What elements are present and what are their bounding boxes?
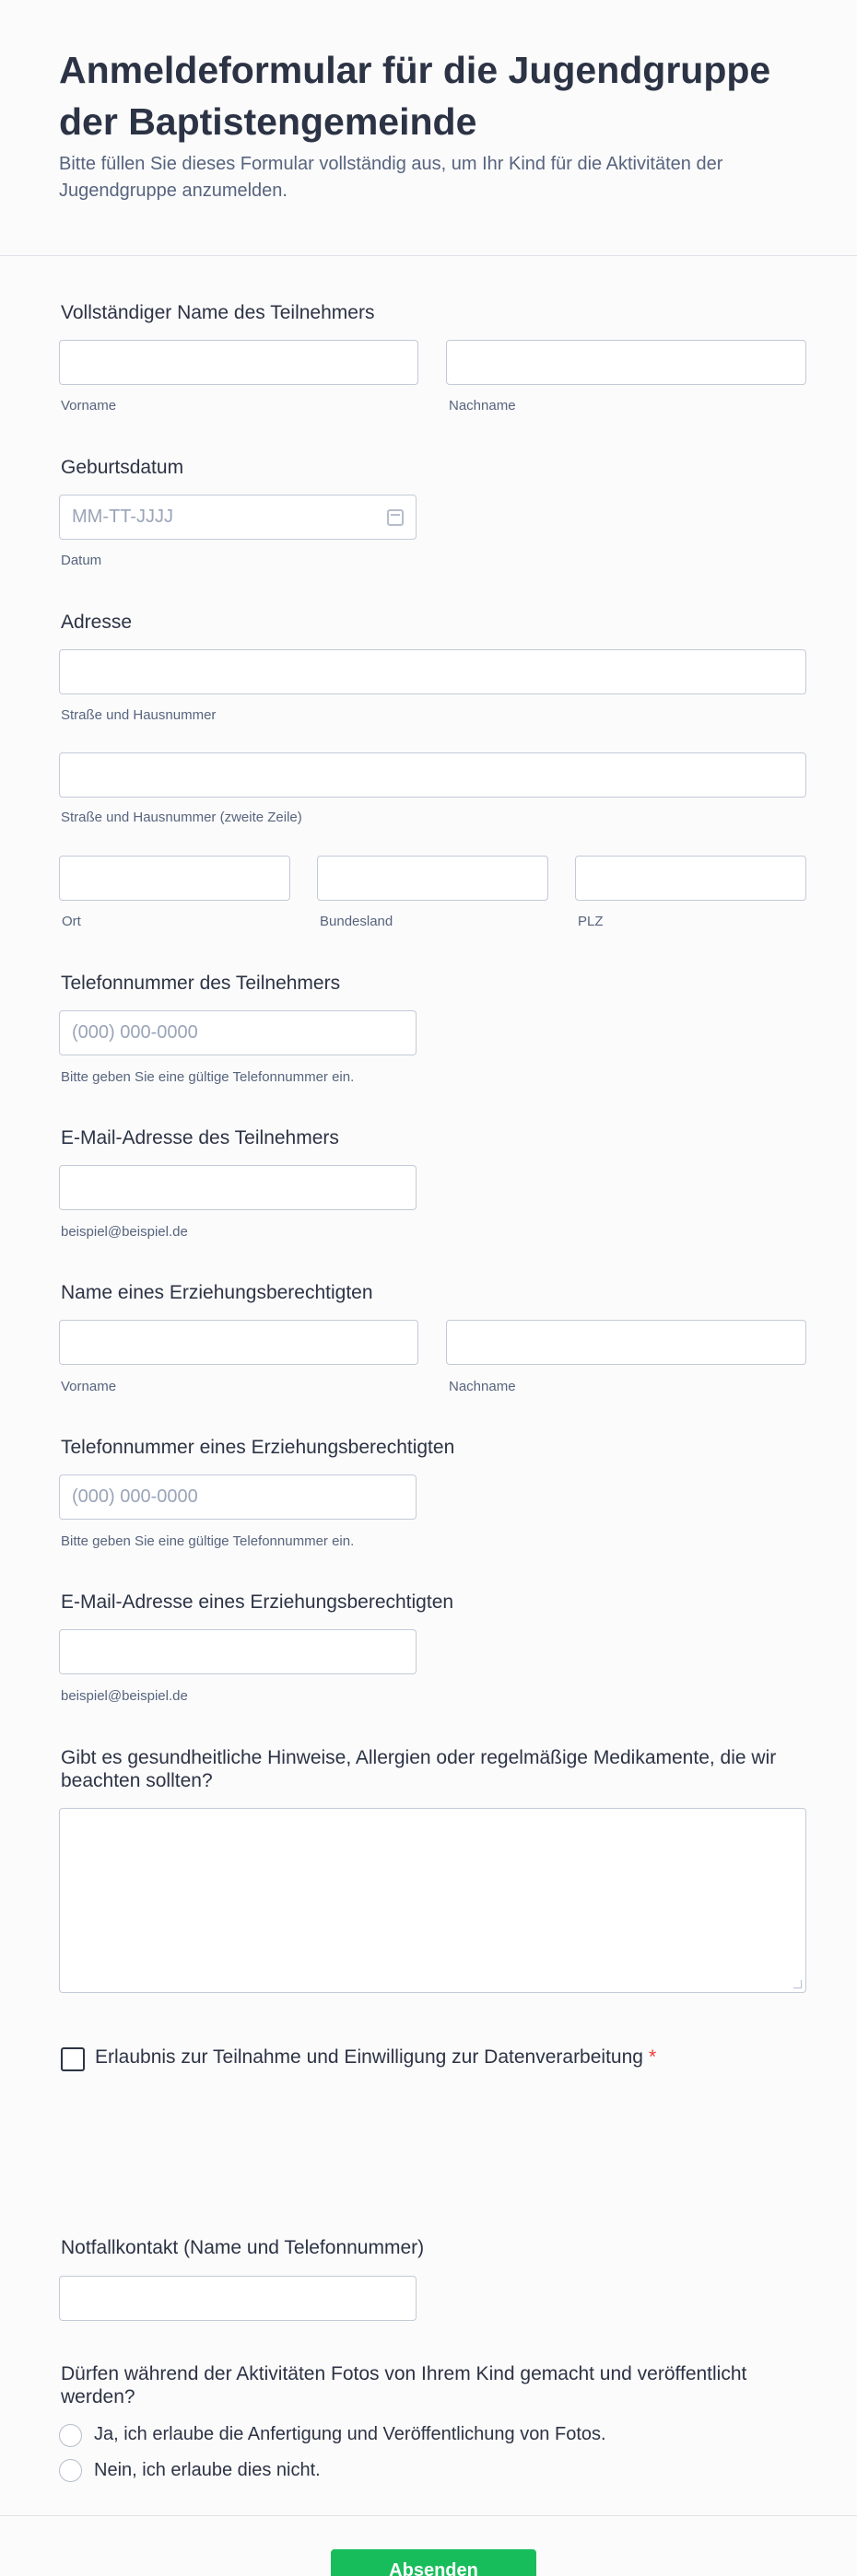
form-subtitle: Bitte füllen Sie dieses Formular vollständig aus, um Ihr Kind für die Aktivitäten der Jugendgruppe anzumelden.	[59, 154, 723, 201]
guardian-phone-hint: Bitte geben Sie eine gültige Telefonnummer ein.	[61, 1533, 355, 1549]
state-input[interactable]	[317, 856, 548, 901]
guardian-email-hint: beispiel@beispiel.de	[61, 1688, 188, 1704]
guardian-phone-placeholder: (000) 000-0000	[72, 1486, 198, 1507]
calendar-icon[interactable]	[387, 509, 404, 526]
guardian-first-name-input[interactable]	[59, 1320, 418, 1365]
photos-no-radio[interactable]	[59, 2459, 82, 2482]
street-sublabel: Straße und Hausnummer	[61, 707, 217, 723]
health-notes-textarea[interactable]	[59, 1808, 806, 1993]
photos-no-label[interactable]: Nein, ich erlaube dies nicht.	[94, 2460, 321, 2480]
consent-label[interactable]	[95, 2046, 656, 2069]
zip-input[interactable]	[575, 856, 806, 901]
photos-yes-radio[interactable]	[59, 2424, 82, 2447]
participant-email-input[interactable]	[59, 1165, 417, 1210]
photos-label: Dürfen während der Aktivitäten Fotos von Ihrem Kind gemacht und veröffentlicht werden?	[61, 2363, 747, 2407]
street2-input[interactable]	[59, 752, 806, 798]
guardian-email-label: E-Mail-Adresse eines Erziehungsberechtigten	[61, 1591, 454, 1613]
guardian-phone-label: Telefonnummer eines Erziehungsberechtigten	[61, 1437, 455, 1458]
participant-first-name-input[interactable]	[59, 340, 418, 385]
guardian-email-input[interactable]	[59, 1629, 417, 1674]
state-sublabel: Bundesland	[320, 914, 393, 929]
guardian-last-name-input[interactable]	[446, 1320, 806, 1365]
guardian-last-name-sublabel: Nachname	[449, 1379, 516, 1394]
street-input[interactable]	[59, 649, 806, 694]
consent-checkbox[interactable]	[61, 2047, 85, 2071]
photos-yes-label[interactable]: Ja, ich erlaube die Anfertigung und Veröffentlichung von Fotos.	[94, 2424, 606, 2444]
consent-label-text: Erlaubnis zur Teilnahme und Einwilligung zur Datenverarbeitung	[95, 2046, 643, 2068]
participant-email-label: E-Mail-Adresse des Teilnehmers	[61, 1127, 339, 1148]
participant-first-name-sublabel: Vorname	[61, 398, 117, 414]
form-header	[0, 0, 857, 256]
participant-name-label: Vollständiger Name des Teilnehmers	[61, 302, 375, 323]
participant-last-name-input[interactable]	[446, 340, 806, 385]
health-notes-label: Gibt es gesundheitliche Hinweise, Allergien oder regelmäßige Medikamente, die wir beachten sollten?	[61, 1747, 777, 1791]
zip-sublabel: PLZ	[578, 914, 604, 929]
participant-last-name-sublabel: Nachname	[449, 398, 516, 414]
required-mark: *	[648, 2046, 657, 2068]
birthdate-placeholder: MM-TT-JJJJ	[72, 507, 173, 527]
participant-email-hint: beispiel@beispiel.de	[61, 1224, 188, 1240]
resize-handle-icon[interactable]	[793, 1980, 802, 1988]
address-label: Adresse	[61, 612, 133, 633]
birthdate-sublabel: Datum	[61, 553, 102, 568]
street2-sublabel: Straße und Hausnummer (zweite Zeile)	[61, 810, 302, 825]
city-sublabel: Ort	[62, 914, 81, 929]
form-title: Anmeldeformular für die Jugendgruppe der Baptistengemeinde	[59, 49, 771, 143]
footer-divider	[0, 2515, 857, 2516]
participant-phone-hint: Bitte geben Sie eine gültige Telefonnummer ein.	[61, 1069, 355, 1085]
guardian-name-label: Name eines Erziehungsberechtigten	[61, 1282, 373, 1303]
participant-phone-input[interactable]	[59, 1010, 417, 1055]
emergency-contact-label: Notfallkontakt (Name und Telefonnummer)	[61, 2237, 425, 2258]
birthdate-input[interactable]	[59, 495, 417, 540]
birthdate-label: Geburtsdatum	[61, 457, 184, 478]
participant-phone-label: Telefonnummer des Teilnehmers	[61, 973, 341, 994]
city-input[interactable]	[59, 856, 290, 901]
emergency-contact-input[interactable]	[59, 2276, 417, 2321]
submit-button[interactable]: Absenden	[331, 2549, 536, 2576]
participant-phone-placeholder: (000) 000-0000	[72, 1022, 198, 1043]
guardian-first-name-sublabel: Vorname	[61, 1379, 117, 1394]
guardian-phone-input[interactable]	[59, 1474, 417, 1520]
